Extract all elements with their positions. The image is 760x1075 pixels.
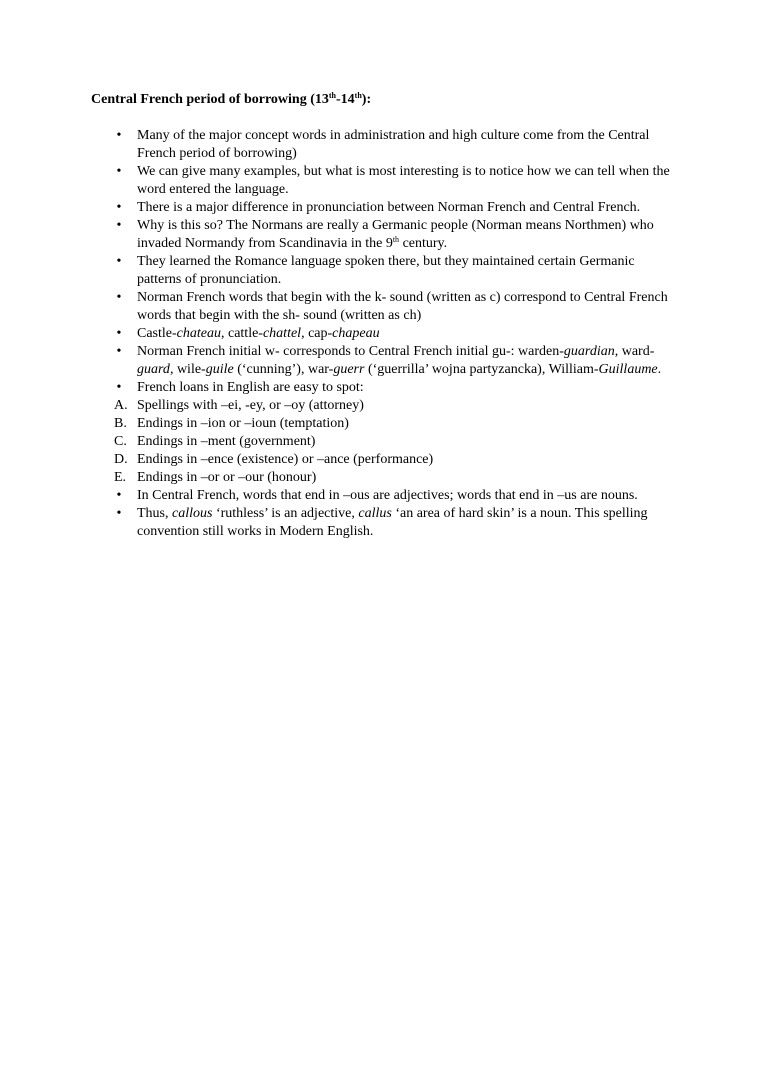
sublist-item-text: Endings in –ion or –ioun (temptation) [137,416,349,431]
list-item [116,217,677,253]
list-item-text: Why is this so? The Normans are really a Germanic people (Norman means Northmen) who invaded Normandy from Scandinavia in the 9th century. [137,218,654,251]
lettered-sublist [114,397,677,487]
list-item-text: Many of the major concept words in administration and high culture come from the Central French period of borrowing) [137,128,650,161]
sublist-item-text: Spellings with –ei, -ey, or –oy (attorney) [137,398,364,413]
bullet-icon: • [116,488,122,503]
italic-word: callus [358,506,392,521]
heading-text: -14 [335,92,355,107]
italic-word: Guillaume [598,362,658,377]
list-item-text: They learned the Romance language spoken there, but they maintained certain Germanic patterns of pronunciation. [137,254,635,287]
list-item-text: We can give many examples, but what is most interesting is to notice how we can tell when the word entered the language. [137,164,670,197]
italic-word: guerr [333,362,365,377]
italic-word: callous [172,506,213,521]
bullet-list [114,127,677,541]
italic-word: chateau [176,326,221,341]
italic-word: guard [137,362,170,377]
italic-word: guile [205,362,234,377]
list-item-text: Thus, callous ‘ruthless’ is an adjective, callus ‘an area of hard skin’ is a noun. This spelling convention still works in Modern English. [137,506,648,539]
sublist-item [114,415,677,433]
list-item-text: Norman French initial w- corresponds to Central French initial gu-: warden-guardian, ward-guard, wile-guile (‘cunning’), war-guerr (‘guerrilla’ wojna partyzancka), William-Guillaume. [137,344,662,377]
list-item [116,325,677,343]
heading-superscript: th [354,91,362,100]
bullet-icon: • [116,290,122,305]
list-item-text: Castle-chateau, cattle-chattel, cap-chapeau [137,326,380,341]
list-item [116,487,677,505]
sublist-letter: C. [114,434,127,449]
heading-text: Central French period of borrowing (13 [91,92,329,107]
list-item [116,343,677,379]
bullet-icon: • [116,254,122,269]
sublist-item-text: Endings in –ment (government) [137,434,316,449]
sublist-item [114,451,677,469]
sublist-item [114,433,677,451]
bullet-icon: • [116,326,122,341]
bullet-icon: • [116,380,122,395]
sublist-letter: E. [114,470,127,485]
sublist-letter: A. [114,398,128,413]
list-item-text: There is a major difference in pronunciation between Norman French and Central French. [137,200,641,215]
italic-word: guardian [563,344,615,359]
bullet-icon: • [116,218,122,233]
bullet-icon: • [116,344,122,359]
list-item [116,253,677,289]
list-item [116,199,677,217]
list-item [116,289,677,325]
list-item-text: In Central French, words that end in –ous are adjectives; words that end in –us are nouns. [137,488,638,503]
list-item-text: Norman French words that begin with the k- sound (written as c) correspond to Central French words that begin with the sh- sound (written as ch) [137,290,668,323]
bullet-icon: • [116,164,122,179]
sublist-letter: B. [114,416,127,431]
list-item [116,505,677,541]
list-item [116,127,677,163]
heading-text: ): [361,92,372,107]
sublist-item [114,397,677,415]
list-item-text: French loans in English are easy to spot: [137,380,364,395]
bullet-icon: • [116,200,122,215]
sublist-item-text: Endings in –ence (existence) or –ance (performance) [137,452,434,467]
italic-word: chapeau [332,326,380,341]
bullet-icon: • [116,506,122,521]
section-heading [91,90,371,110]
list-item [114,379,677,487]
sublist-item [114,469,677,487]
list-item [116,163,677,199]
bullet-icon: • [116,128,122,143]
superscript: th [392,235,400,244]
sublist-item-text: Endings in –or or –our (honour) [137,470,317,485]
italic-word: chattel [262,326,302,341]
sublist-letter: D. [114,452,128,467]
heading-superscript: th [328,91,336,100]
